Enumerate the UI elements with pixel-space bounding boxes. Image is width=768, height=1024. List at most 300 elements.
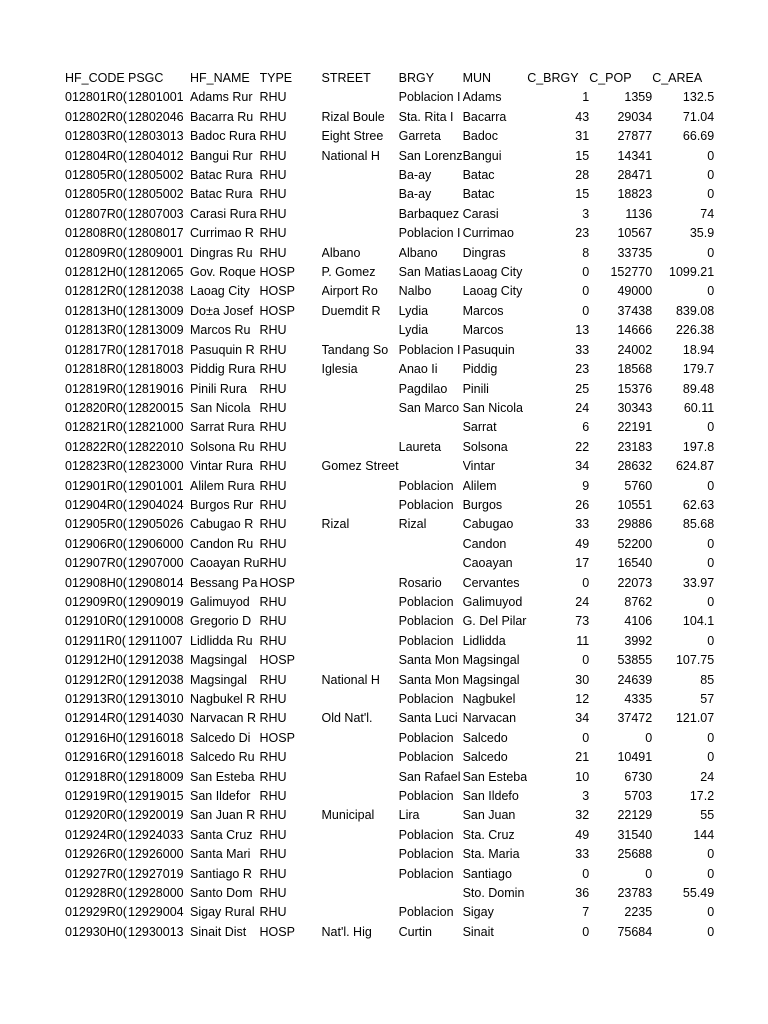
table-row: [65, 263, 714, 282]
cell-hf-name: Candon Ru: [190, 536, 254, 551]
cell-mun: Pinili: [462, 381, 489, 396]
cell-c-area: 0: [707, 730, 715, 745]
cell-c-brgy: 73: [575, 614, 590, 629]
cell-psgc: 12813009: [128, 323, 184, 338]
cell-street: Nat'l. Hig: [321, 924, 372, 939]
cell-hf-name: Burgos Rur: [190, 497, 254, 512]
cell-psgc: 12819016: [128, 381, 184, 396]
cell-hf-name: Santiago R: [190, 866, 252, 881]
cell-mun: Bangui: [462, 148, 502, 163]
cell-c-area: 0: [707, 633, 715, 648]
table-row: [65, 632, 714, 651]
cell-brgy: Rizal: [398, 517, 427, 532]
cell-c-area: 57: [700, 692, 715, 706]
cell-psgc: 12930013: [128, 924, 184, 939]
cell-c-pop: 49000: [617, 284, 653, 299]
cell-hf-name: Carasi Rura: [190, 206, 257, 221]
cell-type: RHU: [259, 789, 287, 804]
cell-street: Iglesia: [321, 362, 358, 377]
cell-hf-name: Piddig Rura: [190, 362, 256, 377]
cell-c-pop: 22191: [617, 420, 653, 435]
cell-c-pop: 22129: [617, 808, 653, 823]
cell-street: Duemdit R: [321, 303, 381, 318]
cell-hf-code: 012914R0(: [65, 711, 127, 726]
cell-street: Albano: [321, 245, 361, 260]
cell-type: RHU: [259, 827, 287, 842]
cell-c-brgy: 23: [575, 362, 590, 377]
cell-brgy: Santa Mon: [398, 672, 460, 687]
cell-hf-code: 012910R0(: [65, 614, 127, 629]
cell-c-area: 0: [707, 168, 715, 183]
cell-c-area: 85: [700, 672, 715, 687]
cell-mun: Batac: [462, 168, 495, 183]
cell-c-area: 0: [707, 284, 715, 299]
cell-mun: Pasuquin: [462, 342, 515, 357]
cell-c-area: 0: [707, 536, 715, 551]
cell-c-brgy: 0: [582, 303, 590, 318]
cell-brgy: San Marco: [398, 400, 460, 415]
cell-c-brgy: 36: [575, 886, 590, 901]
cell-brgy: Laureta: [398, 439, 442, 454]
cell-c-pop: 23183: [617, 439, 653, 454]
cell-brgy: Poblacion: [398, 789, 454, 804]
cell-c-brgy: 0: [582, 924, 590, 939]
cell-brgy: [399, 535, 463, 554]
table-row: [65, 768, 714, 787]
cell-c-pop: 24002: [617, 342, 653, 357]
cell-c-area: 89.48: [682, 381, 715, 396]
cell-c-pop: 22073: [617, 575, 653, 590]
table-row: [65, 185, 714, 204]
cell-hf-code: 012805R0(: [65, 168, 127, 183]
cell-brgy: Garreta: [398, 129, 442, 144]
cell-type: RHU: [259, 420, 287, 435]
cell-c-area: 35.9: [689, 226, 715, 241]
cell-hf-name: San Juan R: [190, 808, 256, 823]
cell-brgy: [399, 418, 463, 437]
cell-type: RHU: [259, 536, 287, 551]
cell-street: [322, 205, 399, 224]
cell-hf-code: 012904R0(: [65, 497, 127, 512]
cell-hf-name: Gregorio D: [190, 614, 252, 629]
cell-c-brgy: 17: [575, 556, 590, 571]
cell-hf-code: 012924R0(: [65, 827, 127, 842]
table-row: [65, 321, 714, 340]
cell-hf-code: 012802R0(: [65, 109, 127, 124]
cell-street: Tandang So: [321, 342, 389, 357]
cell-mun: Laoag City: [462, 284, 523, 299]
cell-street: [322, 496, 399, 515]
cell-hf-name: Adams Rur: [190, 90, 253, 105]
table-row: [65, 282, 714, 301]
cell-c-brgy: 0: [582, 575, 590, 590]
cell-type: RHU: [259, 439, 287, 454]
cell-brgy: Curtin: [398, 924, 432, 939]
cell-brgy: Lydia: [398, 323, 429, 338]
cell-c-pop: 75684: [617, 924, 653, 939]
cell-street: Municipal: [321, 808, 375, 823]
cell-c-pop: 37438: [617, 303, 653, 318]
cell-hf-name: Magsingal: [190, 672, 247, 687]
cell-street: [322, 380, 399, 399]
cell-mun: Currimao: [462, 226, 514, 241]
cell-c-pop: 1136: [625, 206, 653, 221]
cell-c-pop: 28632: [617, 459, 653, 474]
cell-type: HOSP: [259, 265, 295, 280]
cell-mun: Santiago: [462, 866, 512, 881]
table-row: [65, 438, 714, 457]
cell-hf-code: 012912R0(: [65, 672, 127, 687]
cell-c-pop: 4106: [624, 614, 653, 629]
cell-c-area: 132.5: [682, 90, 715, 105]
cell-c-brgy: 31: [575, 129, 590, 144]
cell-type: RHU: [259, 226, 287, 241]
header-hf-code: HF_CODE: [65, 71, 125, 85]
cell-c-area: 0: [707, 594, 715, 609]
cell-c-brgy: 25: [575, 381, 590, 396]
cell-street: [322, 321, 399, 340]
cell-c-area: 0: [707, 905, 715, 920]
header-c-area: C_AREA: [652, 71, 703, 85]
header-c-brgy: C_BRGY: [527, 71, 579, 85]
cell-c-brgy: 6: [582, 420, 590, 435]
table-row: [65, 826, 714, 845]
table-row: [65, 341, 714, 360]
cell-type: HOSP: [259, 924, 295, 939]
cell-hf-name: San Nicola: [190, 400, 251, 415]
cell-brgy: Rosario: [398, 575, 442, 590]
cell-c-pop: 10491: [617, 750, 653, 765]
cell-mun: Nagbukel: [462, 692, 516, 706]
cell-c-brgy: 3: [582, 206, 590, 221]
table-row: [65, 806, 714, 825]
cell-c-brgy: 0: [582, 653, 590, 668]
cell-brgy: Poblacion: [398, 866, 454, 881]
cell-hf-code: 012926R0(: [65, 847, 127, 862]
table-row: [65, 515, 714, 534]
cell-hf-code: 012823R0(: [65, 459, 127, 474]
table-row: [65, 865, 714, 884]
cell-psgc: 12916018: [128, 750, 184, 765]
cell-street: [322, 826, 399, 845]
cell-hf-code: 012909R0(: [65, 594, 127, 609]
cell-c-brgy: 0: [582, 866, 590, 881]
cell-psgc: 12920019: [128, 808, 184, 823]
cell-c-area: 179.7: [682, 362, 715, 377]
cell-street: [322, 787, 399, 806]
cell-hf-name: Solsona Ru: [190, 439, 255, 454]
cell-type: RHU: [259, 672, 287, 687]
cell-hf-name: Vintar Rura: [190, 459, 253, 474]
cell-c-brgy: 13: [575, 323, 590, 338]
table-row: [65, 651, 714, 670]
cell-type: RHU: [259, 129, 287, 144]
table-row: [65, 729, 714, 748]
cell-psgc: 12905026: [128, 517, 184, 532]
cell-type: RHU: [259, 342, 287, 357]
cell-type: RHU: [259, 905, 287, 920]
cell-street: Airport Ro: [321, 284, 378, 299]
cell-mun: San Nicola: [462, 400, 524, 415]
table-row: [65, 535, 714, 554]
cell-c-brgy: 49: [575, 827, 590, 842]
cell-street: [322, 884, 399, 903]
cell-psgc: 12929004: [128, 905, 184, 920]
table-row: [65, 457, 714, 476]
cell-brgy: San Lorenz: [398, 148, 463, 163]
cell-hf-code: 012808R0(: [65, 226, 127, 241]
cell-brgy: Pagdilao: [398, 381, 448, 396]
cell-hf-name: Bessang Pa: [190, 575, 258, 590]
cell-street: [322, 166, 399, 185]
cell-type: HOSP: [259, 284, 295, 299]
cell-psgc: 12807003: [128, 206, 184, 221]
cell-c-brgy: 9: [582, 478, 590, 493]
cell-type: RHU: [259, 187, 287, 202]
cell-c-pop: 10551: [617, 497, 653, 512]
cell-psgc: 12928000: [128, 886, 184, 901]
table-row: [65, 380, 714, 399]
cell-c-brgy: 30: [575, 672, 590, 687]
cell-hf-code: 012930H0(: [65, 924, 127, 939]
cell-mun: San Ildefo: [462, 789, 519, 804]
cell-c-pop: 24639: [617, 672, 653, 687]
cell-street: Gomez Street: [321, 459, 399, 474]
cell-c-area: 0: [707, 245, 715, 260]
cell-hf-name: Do±a Josef: [190, 303, 254, 318]
cell-mun: Burgos: [462, 497, 503, 512]
cell-mun: Caoayan: [462, 556, 513, 571]
cell-psgc: 12803013: [128, 129, 184, 144]
cell-type: RHU: [259, 381, 287, 396]
cell-psgc: 12926000: [128, 847, 184, 862]
cell-hf-name: Salcedo Di: [190, 730, 251, 745]
cell-hf-code: 012819R0(: [65, 381, 127, 396]
cell-c-pop: 16540: [617, 556, 653, 571]
cell-type: HOSP: [259, 575, 295, 590]
cell-brgy: Poblacion: [398, 497, 454, 512]
cell-mun: Magsingal: [462, 653, 520, 668]
cell-brgy: Poblacion: [398, 633, 454, 648]
cell-psgc: 12927019: [128, 866, 184, 881]
cell-type: HOSP: [259, 653, 295, 668]
cell-c-pop: 3992: [624, 633, 653, 648]
table-row: [65, 399, 714, 418]
cell-c-pop: 14341: [617, 148, 653, 163]
cell-hf-code: 012813H0(: [65, 303, 127, 318]
cell-c-brgy: 12: [575, 692, 590, 706]
cell-hf-code: 012920R0(: [65, 808, 127, 823]
cell-mun: Vintar: [462, 459, 495, 474]
cell-c-area: 226.38: [675, 323, 715, 338]
table-row: [65, 205, 714, 224]
table-row: [65, 923, 714, 942]
cell-c-area: 33.97: [682, 575, 715, 590]
cell-c-brgy: 15: [575, 187, 590, 202]
cell-c-pop: 28471: [617, 168, 653, 183]
cell-brgy: Poblacion: [398, 750, 454, 765]
cell-mun: Dingras: [462, 245, 506, 260]
cell-c-pop: 29886: [617, 517, 653, 532]
cell-c-pop: 15376: [617, 381, 653, 396]
cell-psgc: 12906000: [128, 536, 184, 551]
cell-hf-code: 012803R0(: [65, 129, 127, 144]
cell-c-area: 121.07: [675, 711, 715, 726]
cell-type: HOSP: [259, 730, 295, 745]
cell-hf-name: Narvacan R: [190, 711, 256, 726]
cell-brgy: Ba-ay: [398, 168, 432, 183]
header-type: TYPE: [259, 71, 293, 85]
cell-c-area: 0: [707, 866, 715, 881]
table-row: [65, 418, 714, 437]
cell-c-brgy: 10: [575, 769, 590, 784]
cell-c-area: 144: [693, 827, 715, 842]
table-row: [65, 147, 714, 166]
cell-psgc: 12804012: [128, 148, 184, 163]
cell-mun: Sta. Cruz: [462, 827, 515, 842]
cell-street: [322, 845, 399, 864]
table-row: [65, 709, 714, 728]
table-row: [65, 496, 714, 515]
cell-mun: Sto. Domin: [462, 886, 525, 901]
cell-brgy: Poblacion: [398, 692, 454, 706]
cell-c-pop: 5760: [624, 478, 653, 493]
cell-brgy: Poblacion I: [398, 226, 461, 241]
cell-c-brgy: 32: [575, 808, 590, 823]
cell-hf-name: Pasuquin R: [190, 342, 255, 357]
cell-c-pop: 5703: [624, 789, 653, 804]
table-row: [65, 671, 714, 690]
table-row: [65, 477, 714, 496]
cell-psgc: 12919015: [128, 789, 184, 804]
cell-psgc: 12801001: [128, 90, 184, 105]
cell-c-area: 0: [707, 148, 715, 163]
cell-c-area: 18.94: [682, 342, 715, 357]
cell-psgc: 12818003: [128, 362, 184, 377]
cell-c-brgy: 7: [582, 905, 590, 920]
cell-c-area: 24: [700, 769, 715, 784]
cell-c-pop: 37472: [617, 711, 653, 726]
cell-brgy: Poblacion: [398, 478, 454, 493]
cell-hf-code: 012927R0(: [65, 866, 127, 881]
cell-brgy: Santa Luci: [398, 711, 458, 726]
cell-c-area: 60.11: [683, 400, 715, 415]
cell-psgc: 12813009: [128, 303, 184, 318]
cell-street: [322, 185, 399, 204]
header-mun: MUN: [462, 71, 492, 85]
cell-mun: San Esteba: [462, 769, 528, 784]
cell-c-area: 71.04: [682, 109, 715, 124]
cell-psgc: 12820015: [128, 400, 184, 415]
cell-hf-code: 012812R0(: [65, 284, 127, 299]
cell-psgc: 12913010: [128, 692, 184, 706]
cell-hf-name: Batac Rura: [190, 168, 253, 183]
cell-c-area: 0: [707, 187, 715, 202]
cell-brgy: Poblacion: [398, 730, 454, 745]
table-row: [65, 127, 714, 146]
cell-hf-name: Nagbukel R: [190, 692, 256, 706]
cell-street: National H: [321, 148, 380, 163]
table-row: [65, 360, 714, 379]
cell-c-brgy: 0: [582, 284, 590, 299]
cell-brgy: Lira: [398, 808, 420, 823]
cell-hf-name: Currimao R: [190, 226, 254, 241]
cell-hf-code: 012813R0(: [65, 323, 127, 338]
cell-psgc: 12805002: [128, 168, 184, 183]
cell-hf-name: Pinili Rura: [190, 381, 247, 396]
cell-c-brgy: 15: [575, 148, 590, 163]
cell-brgy: [399, 884, 463, 903]
cell-psgc: 12817018: [128, 342, 184, 357]
cell-hf-code: 012820R0(: [65, 400, 127, 415]
cell-brgy: Poblacion I: [398, 90, 461, 105]
table-row: [65, 903, 714, 922]
table-row: [65, 748, 714, 767]
cell-hf-name: Marcos Ru: [190, 323, 251, 338]
cell-c-pop: 152770: [610, 265, 653, 280]
header-hf-name: HF_NAME: [190, 71, 250, 85]
cell-street: [322, 651, 399, 670]
cell-mun: Galimuyod: [462, 594, 523, 609]
cell-type: RHU: [259, 769, 287, 784]
cell-hf-code: 012916H0(: [65, 730, 127, 745]
cell-street: [322, 535, 399, 554]
cell-brgy: Sta. Rita I: [398, 109, 454, 124]
cell-mun: Magsingal: [462, 672, 520, 687]
cell-brgy: Poblacion I: [398, 342, 461, 357]
cell-mun: Carasi: [462, 206, 499, 221]
cell-hf-code: 012807R0(: [65, 206, 127, 221]
cell-c-pop: 14666: [617, 323, 653, 338]
cell-hf-code: 012822R0(: [65, 439, 127, 454]
cell-type: RHU: [259, 109, 287, 124]
cell-type: RHU: [259, 711, 287, 726]
cell-street: [322, 224, 399, 243]
cell-psgc: 12911007: [128, 633, 183, 648]
cell-street: Rizal: [321, 517, 350, 532]
cell-c-brgy: 33: [575, 847, 590, 862]
cell-c-area: 0: [707, 556, 715, 571]
cell-psgc: 12821000: [128, 420, 184, 435]
cell-c-brgy: 26: [575, 497, 590, 512]
cell-street: Old Nat'l.: [321, 711, 373, 726]
cell-psgc: 12808017: [128, 226, 184, 241]
cell-hf-code: 012912H0(: [65, 653, 127, 668]
cell-street: [322, 574, 399, 593]
cell-mun: Sarrat: [462, 420, 497, 435]
cell-hf-code: 012809R0(: [65, 245, 127, 260]
cell-hf-code: 012913R0(: [65, 692, 127, 706]
cell-hf-code: 012918R0(: [65, 769, 127, 784]
cell-psgc: 12912038: [128, 672, 184, 687]
cell-psgc: 12822010: [128, 439, 184, 454]
cell-brgy: Ba-ay: [398, 187, 432, 202]
header-c-pop: C_POP: [589, 71, 632, 85]
table-row: [65, 612, 714, 631]
cell-type: RHU: [259, 148, 287, 163]
cell-c-pop: 30343: [617, 400, 653, 415]
cell-street: [322, 748, 399, 767]
cell-hf-name: San Ildefor: [190, 789, 251, 804]
cell-hf-code: 012905R0(: [65, 517, 127, 532]
cell-c-area: 85.68: [682, 517, 715, 532]
cell-type: RHU: [259, 594, 287, 609]
cell-c-area: 17.2: [689, 789, 715, 804]
cell-hf-name: Santa Mari: [190, 847, 251, 862]
cell-c-area: 0: [707, 847, 715, 862]
cell-c-brgy: 28: [575, 168, 590, 183]
cell-hf-code: 012805R0(: [65, 187, 127, 202]
